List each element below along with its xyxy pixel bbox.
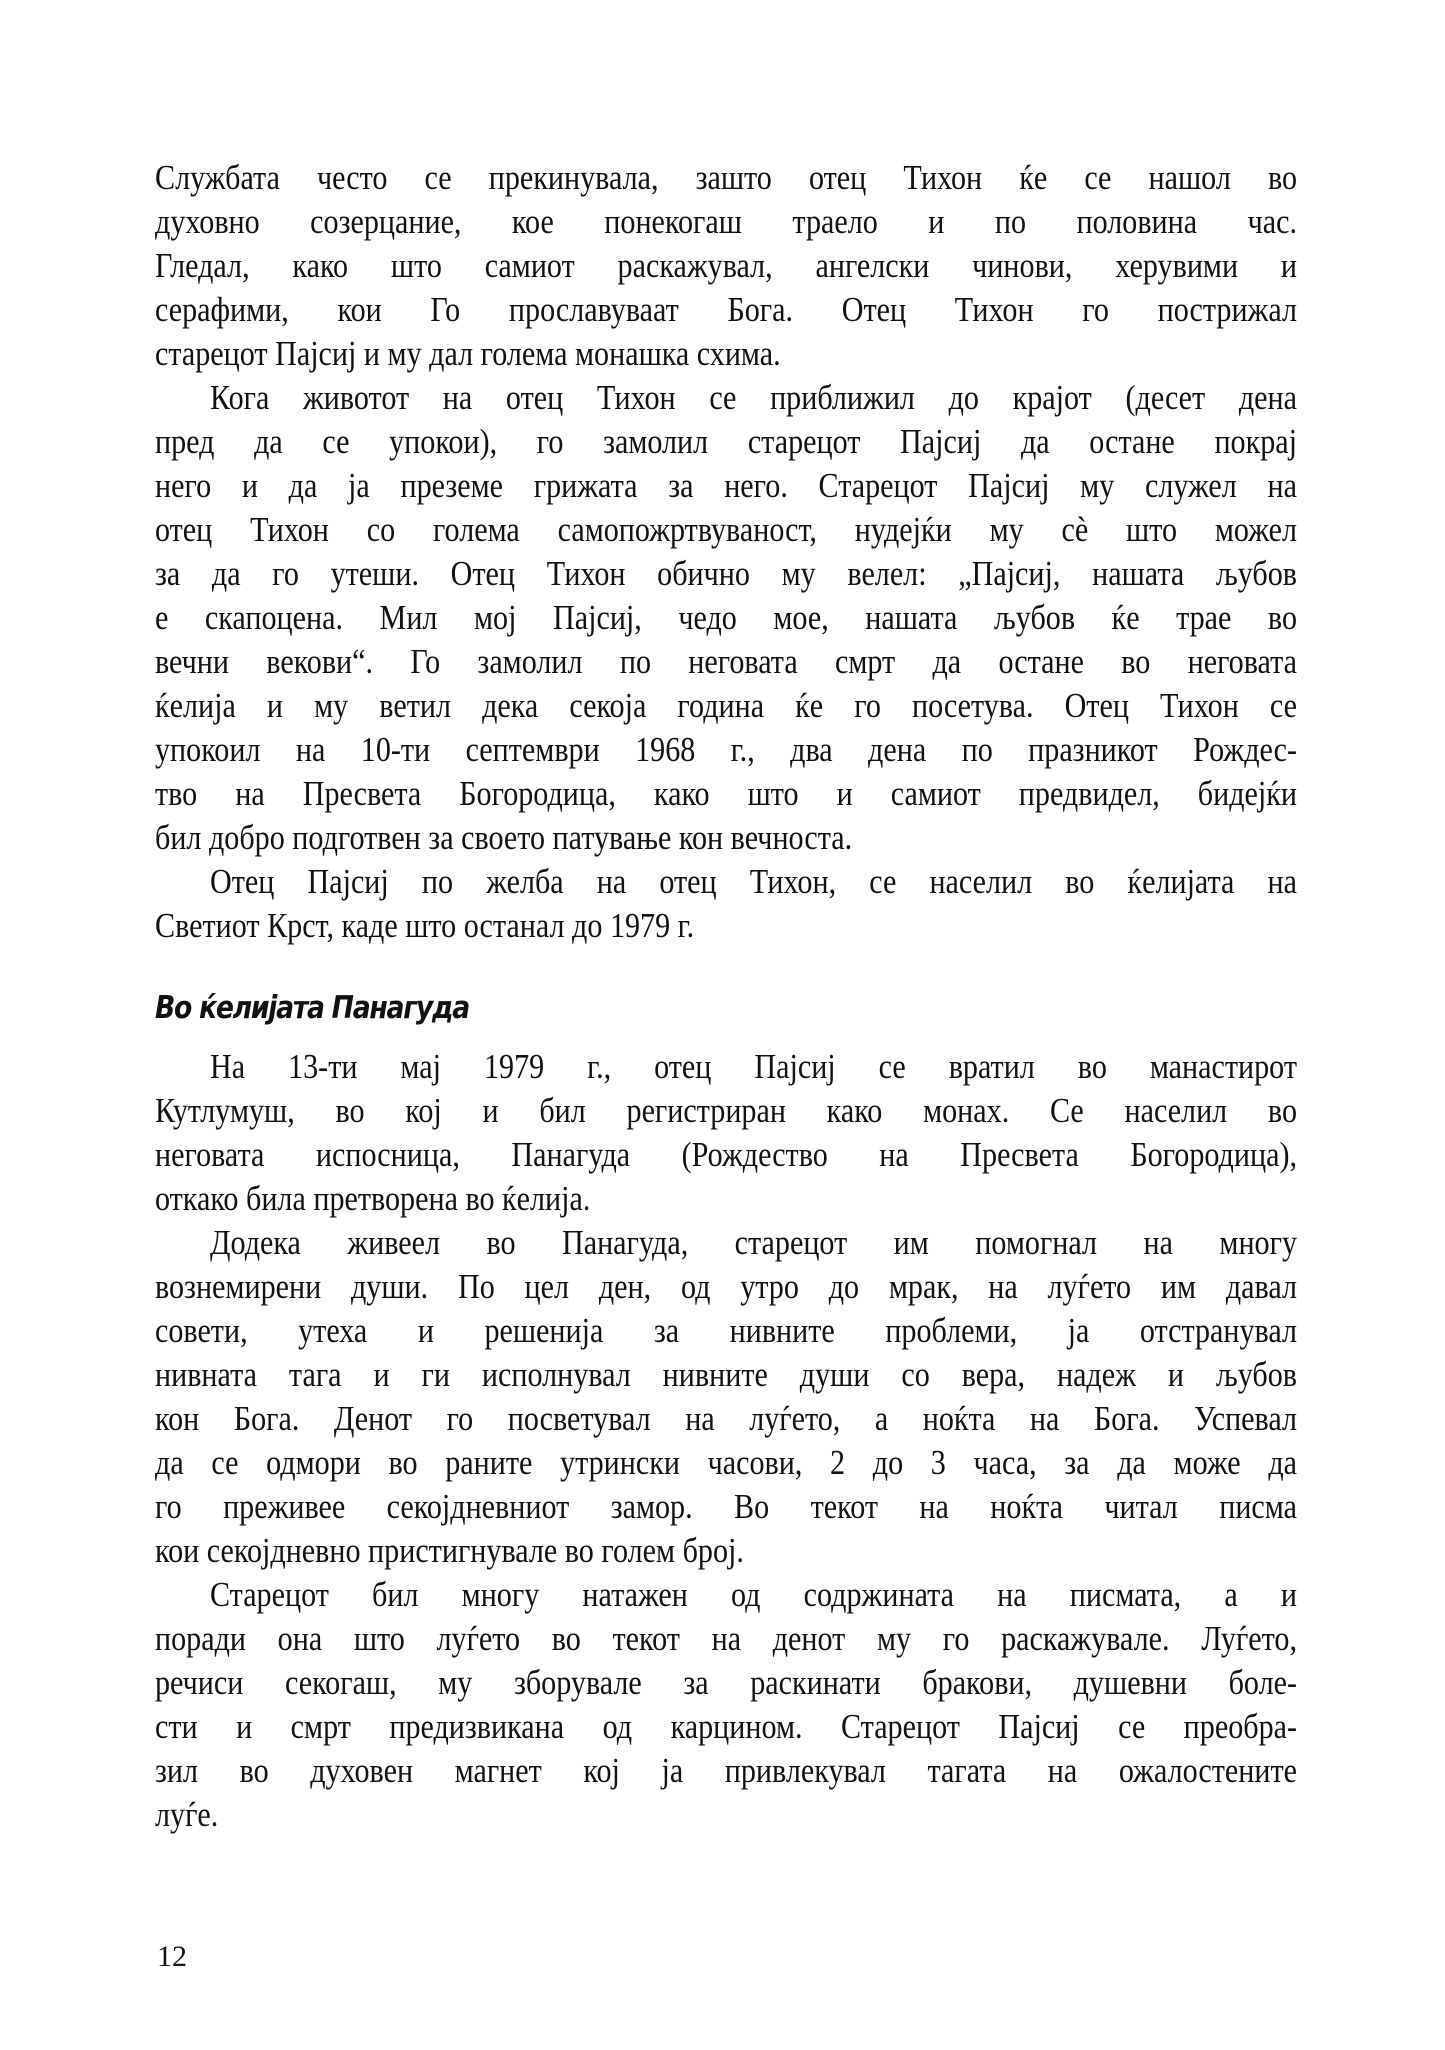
page-number: 12 [157, 1940, 187, 1973]
text-line: пред да се упокои), го замолил старецот Пајсиј да остане покрај [155, 422, 1297, 461]
text-line: кон Бога. Денот го посветувал на луѓето, а ноќта на Бога. Успевал [155, 1399, 1297, 1438]
body-text-before-heading [155, 156, 1297, 948]
text-line: На 13-ти мај 1979 г., отец Пајсиј се вратил во манастирот [210, 1047, 1297, 1086]
text-line: луѓе. [155, 1795, 219, 1834]
paragraph [155, 1045, 1297, 1221]
text-line: сти и смрт предизвикана од карцином. Старецот Пајсиј се преобра- [155, 1707, 1297, 1746]
text-line: Кутлумуш, во кој и бил регистриран како монах. Се населил во [155, 1091, 1297, 1130]
text-line: поради она што луѓето во текот на денот му го раскажувале. Луѓето, [155, 1619, 1297, 1658]
text-line: нивната тага и ги исполнувал нивните души со вера, надеж и љубов [155, 1355, 1297, 1394]
section-heading: Во ќелијата Панагуда [155, 990, 469, 1026]
text-line: упокоил на 10-ти септември 1968 г., два дена по празникот Рождес- [155, 730, 1297, 769]
body-text-after-heading [155, 1045, 1297, 1837]
text-line: тво на Пресвета Богородица, како што и самиот предвидел, бидејќи [155, 774, 1297, 813]
text-line: бил добро подготвен за своето патување кон вечноста. [155, 818, 853, 857]
text-line: отец Тихон со голема самопожртвуваност, нудејќи му сè што можел [155, 510, 1297, 549]
text-line: да се одмори во раните утрински часови, 2 до 3 часа, за да може да [155, 1443, 1297, 1482]
paragraph [155, 1573, 1297, 1837]
text-line: Отец Пајсиј по желба на отец Тихон, се населил во ќелијата на [210, 862, 1297, 901]
text-line: е скапоцена. Мил мој Пајсиј, чедо мое, нашата љубов ќе трае во [155, 598, 1297, 637]
text-line: Гледал, како што самиот раскажувал, ангелски чинови, херувими и [155, 246, 1298, 285]
paragraph [155, 1221, 1297, 1573]
text-line: вознемирени души. По цел ден, од утро до мрак, на луѓето им давал [155, 1267, 1297, 1306]
text-line: духовно созерцание, кое понекогаш траело и по половина час. [155, 202, 1297, 241]
text-line: го преживее секојдневниот замор. Во текот на ноќта читал писма [155, 1487, 1297, 1526]
text-line: Службата често се прекинувала, зашто отец Тихон ќе се нашол во [155, 158, 1297, 197]
text-line: Старецот бил многу натажен од содржината на писмата, а и [210, 1575, 1297, 1614]
text-line: совети, утеха и решенија за нивните проблеми, ја отстранувал [155, 1311, 1297, 1350]
text-line: серафими, кои Го прославуваат Бога. Отец Тихон го пострижал [155, 290, 1297, 329]
text-line: кои секојдневно пристигнувале во голем број. [155, 1531, 744, 1570]
text-line: зил во духовен магнет кој ја привлекувал тагата на ожалостените [155, 1751, 1297, 1790]
paragraph [155, 376, 1297, 860]
text-line: Светиот Крст, каде што останал до 1979 г. [155, 906, 695, 945]
text-line: него и да ја преземе грижата за него. Старецот Пајсиј му служел на [155, 466, 1297, 505]
text-line: старецот Пајсиј и му дал голема монашка схима. [155, 334, 781, 373]
text-line: откако била претворена во ќелија. [155, 1179, 591, 1218]
text-line: за да го утеши. Отец Тихон обично му велел: „Пајсиј, нашата љубов [155, 554, 1297, 593]
text-line: ќелија и му ветил дека секоја година ќе го посетува. Отец Тихон се [155, 686, 1297, 725]
text-line: неговата испосница, Панагуда (Рождество на Пресвета Богородица), [155, 1135, 1297, 1174]
paragraph [155, 860, 1297, 948]
text-line: вечни векови“. Го замолил по неговата смрт да остане во неговата [155, 642, 1297, 681]
text-line: речиси секогаш, му зборувале за раскинати бракови, душевни боле- [155, 1663, 1297, 1702]
text-line: Додека живеел во Панагуда, старецот им помогнал на многу [210, 1223, 1297, 1262]
text-line: Кога животот на отец Тихон се приближил до крајот (десет дена [210, 378, 1297, 417]
paragraph [155, 156, 1297, 376]
